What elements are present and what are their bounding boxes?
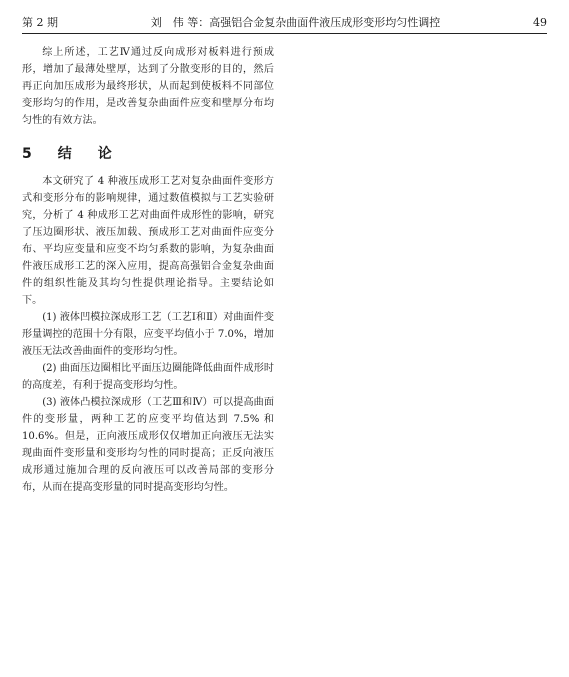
left-column [22, 44, 274, 496]
running-header [22, 14, 547, 34]
conclusion-point-2: (2) 曲面压边圈相比平面压边圈能降低曲面件成形时的高度差，有利于提高变形均匀性。 [22, 363, 274, 391]
section-heading-conclusion: 5 结 论 [22, 146, 118, 162]
page-number: 49 [533, 16, 547, 29]
issue-number: 第 2 期 [22, 16, 58, 29]
conclusion-point-1: (1) 液体凹模拉深成形工艺（工艺Ⅰ和Ⅱ）对曲面件变形量调控的范围十分有限，应变平均值小于 7.0%，增加液压无法改善曲面件的变形均匀性。 [22, 312, 274, 357]
running-title: 刘 伟 等：高强铝合金复杂曲面件液压成形变形均匀性调控 [150, 16, 441, 29]
conclusion-point-3: (3) 液体凸模拉深成形（工艺Ⅲ和Ⅳ）可以提高曲面件的变形量，两种工艺的应变平均值达到 7.5% 和 10.6%。但是，正向液压成形仅仅增加正向液压无法实现曲面件变形量和变形均匀性的同时提高；正反向液压成形通过施加合理的反向液压可以改善局部的变形分布，从而在提高变形量的同时提高变形均匀性。 [22, 397, 274, 493]
conclusion-intro: 本文研究了 4 种液压成形工艺对复杂曲面件变形方式和变形分布的影响规律，通过数值模拟与工艺实验研究，分析了 4 种成形工艺对曲面件成形性的影响，研究了压边圈形状、液压加载、预成形工艺对曲面件应变分布、平均应变量和应变不均匀系数的影响，为复杂曲面件液压成形工艺的深入应用，提高高强铝合金复杂曲面件的组织性能及其均匀性提供理论指导。主要结论如下。 [22, 176, 274, 306]
summary-paragraph: 综上所述，工艺Ⅳ通过反向成形对板料进行预成形，增加了最薄处壁厚，达到了分散变形的目的，然后再正向加压成形为最终形状，从而起到使板料不同部位变形均匀的作用，是改善复杂曲面件应变和壁厚分布均匀性的有效方法。 [22, 47, 274, 126]
